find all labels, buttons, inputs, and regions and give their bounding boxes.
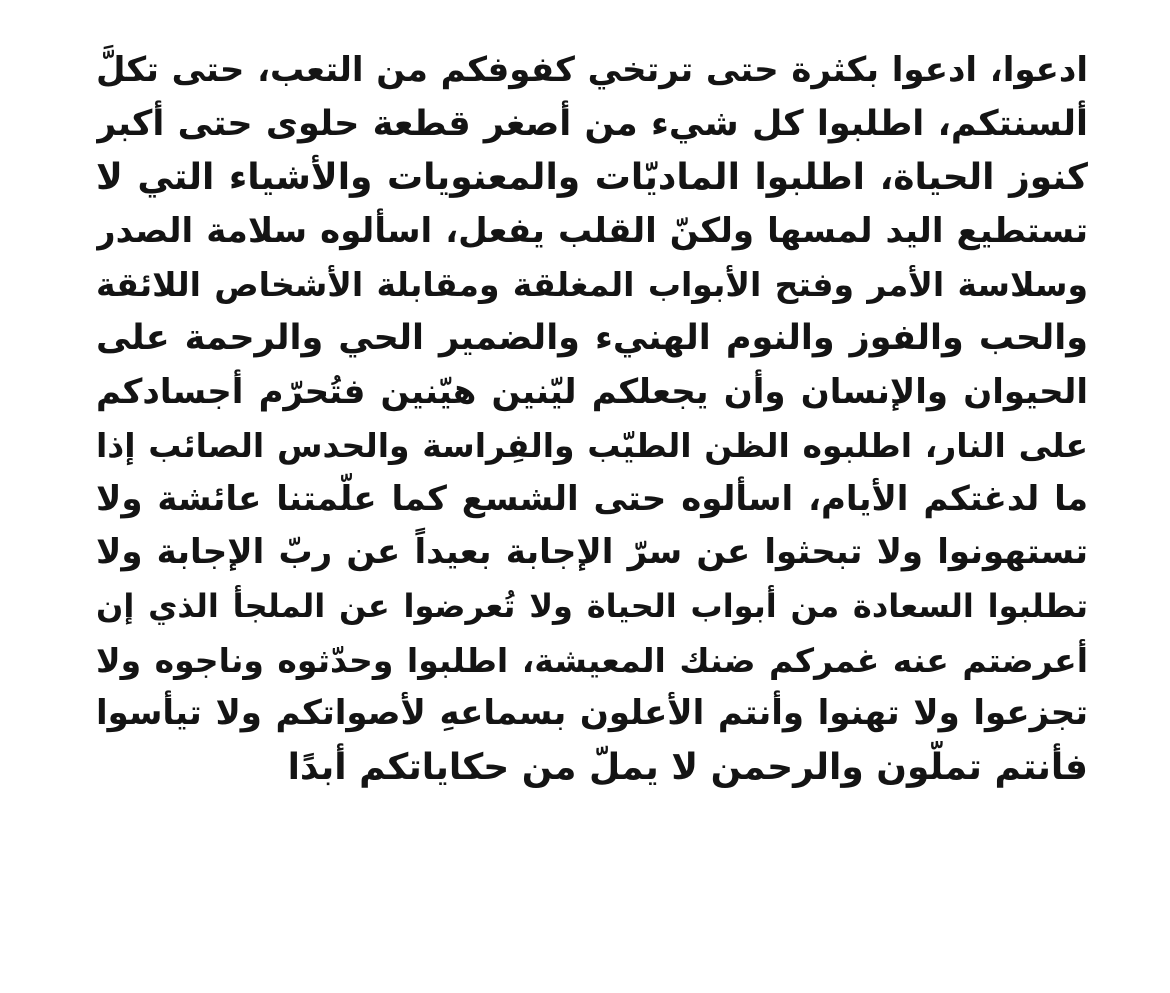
text-line-8: على النار، اطلبوه الظن الطيّب والفِراسة والحدس الصائب إذا — [96, 426, 1088, 466]
text-line-7: الحيوان والإنسان وأن يجعلكم ليّنين هيّنين فتُحرّم أجسادكم — [96, 371, 1088, 412]
text-line-10: تستهونوا ولا تبحثوا عن سرّ الإجابة بعيداً عن ربّ الإجابة ولا — [96, 532, 1088, 573]
text-line-2: ألسنتكم، اطلبوا كل شيء من أصغر قطعة حلوى حتى أكبر — [96, 103, 1088, 144]
text-line-11: تطلبوا السعادة من أبواب الحياة ولا تُعرضوا عن الملجأ الذي إن — [96, 586, 1088, 625]
body-text — [96, 44, 1088, 794]
text-line-13: تجزعوا ولا تهنوا وأنتم الأعلون بسماعهِ لأصواتكم ولا تيأسوا — [96, 693, 1088, 734]
text-line-5: وسلاسة الأمر وفتح الأبواب المغلقة ومقابلة الأشخاص اللائقة — [96, 265, 1088, 305]
text-line-1: ادعوا، ادعوا بكثرة حتى ترتخي كفوفكم من التعب، حتى تكلَّ — [96, 50, 1088, 90]
text-line-6: والحب والفوز والنوم الهنيء والضمير الحي والرحمة على — [96, 317, 1088, 358]
text-line-4: تستطيع اليد لمسها ولكنّ القلب يفعل، اسألوه سلامة الصدر — [96, 210, 1088, 251]
text-line-9: ما لدغتكم الأيام، اسألوه حتى الشسع كما علّمتنا عائشة ولا — [96, 478, 1088, 519]
text-line-14: فأنتم تملّون والرحمن لا يملّ من حكاياتكم أبدًا — [287, 746, 1088, 788]
text-line-3: كنوز الحياة، اطلبوا الماديّات والمعنويات والأشياء التي لا — [96, 157, 1088, 199]
text-line-12: أعرضتم عنه غمركم ضنك المعيشة، اطلبوا وحدّثوه وناجوه ولا — [96, 640, 1088, 680]
